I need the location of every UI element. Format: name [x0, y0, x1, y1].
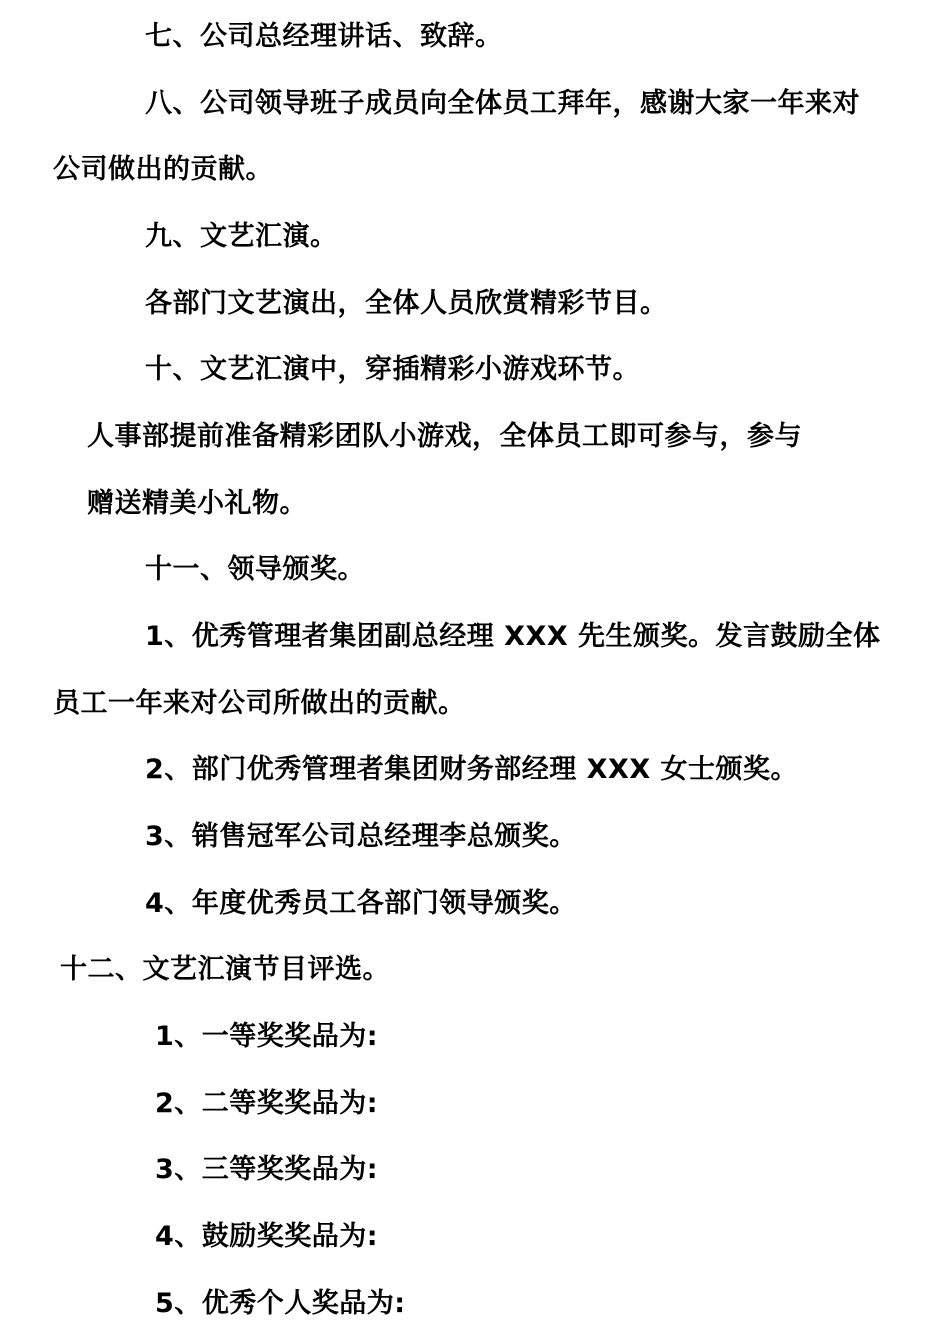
item-12-selection: 十二、文艺汇演节目评选。 — [60, 954, 390, 985]
item-9-performance: 九、文艺汇演。 — [145, 221, 338, 252]
award-1-continuation: 员工一年来对公司所做出的贡献。 — [53, 688, 466, 719]
prize-2: 2、二等奖奖品为: — [155, 1088, 379, 1119]
award-1: 1、优秀管理者集团副总经理 XXX 先生颁奖。发言鼓励全体 — [145, 621, 881, 652]
item-10-detail-continuation: 赠送精美小礼物。 — [87, 488, 307, 519]
item-8-new-year-greeting: 八、公司领导班子成员向全体员工拜年，感谢大家一年来对 — [145, 88, 860, 119]
item-8-continuation: 公司做出的贡献。 — [53, 154, 273, 185]
item-10-games: 十、文艺汇演中，穿插精彩小游戏环节。 — [145, 354, 640, 385]
item-10-detail: 人事部提前准备精彩团队小游戏，全体员工即可参与，参与 — [87, 421, 802, 452]
item-11-awards: 十一、领导颁奖。 — [145, 554, 365, 585]
award-4: 4、年度优秀员工各部门领导颁奖。 — [145, 888, 577, 919]
award-2: 2、部门优秀管理者集团财务部经理 XXX 女士颁奖。 — [145, 754, 799, 785]
prize-1: 1、一等奖奖品为: — [155, 1021, 379, 1052]
prize-5: 5、优秀个人奖品为: — [155, 1288, 406, 1319]
item-9-detail: 各部门文艺演出，全体人员欣赏精彩节目。 — [145, 288, 668, 319]
item-7-speech: 七、公司总经理讲话、致辞。 — [145, 21, 503, 52]
prize-3: 3、三等奖奖品为: — [155, 1154, 379, 1185]
prize-4: 4、鼓励奖奖品为: — [155, 1221, 379, 1252]
award-3: 3、销售冠军公司总经理李总颁奖。 — [145, 821, 577, 852]
